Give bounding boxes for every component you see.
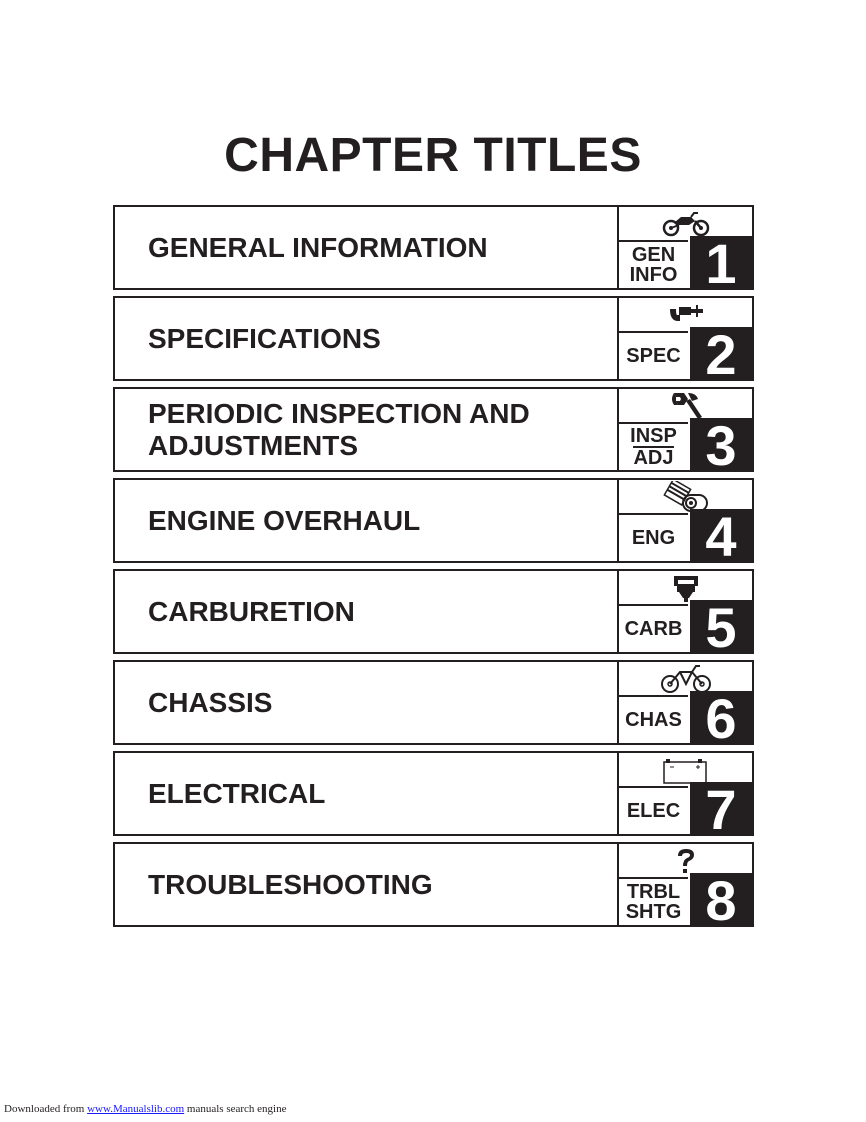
chapter-tab[interactable] bbox=[617, 298, 752, 386]
chapter-row-troubleshooting[interactable] bbox=[113, 842, 754, 932]
chapter-row-specifications[interactable] bbox=[113, 296, 754, 386]
chapter-abbreviation: SPEC bbox=[626, 345, 681, 367]
chapter-abbreviation: INSP ADJ bbox=[630, 425, 677, 469]
chapter-title: ELECTRICAL bbox=[148, 777, 326, 809]
chapter-tab[interactable] bbox=[617, 389, 752, 477]
chapter-tab[interactable] bbox=[617, 753, 752, 841]
engine-icon bbox=[661, 481, 711, 513]
chapter-number: 6 bbox=[690, 691, 752, 743]
page-title: CHAPTER TITLES bbox=[224, 129, 642, 182]
footer-prefix: Downloaded from bbox=[4, 1103, 85, 1115]
chapter-number: 4 bbox=[690, 509, 752, 561]
chapter-tab[interactable] bbox=[617, 480, 752, 568]
chapter-tab[interactable] bbox=[617, 844, 752, 932]
chapter-title: GENERAL INFORMATION bbox=[148, 231, 488, 263]
chapter-abbreviation: GEN INFO bbox=[629, 244, 678, 286]
chapter-number: 7 bbox=[690, 782, 752, 834]
chapter-number: 1 bbox=[690, 236, 752, 288]
chapter-title: SPECIFICATIONS bbox=[148, 322, 381, 354]
chapter-title: PERIODIC INSPECTION AND ADJUSTMENTS bbox=[148, 397, 530, 461]
chapter-row-chassis[interactable] bbox=[113, 660, 754, 750]
chapter-abbreviation: TRBL SHTG bbox=[625, 881, 682, 923]
chapter-title: ENGINE OVERHAUL bbox=[148, 504, 421, 536]
chapter-title: CHASSIS bbox=[148, 686, 273, 718]
chapter-number: 8 bbox=[690, 873, 752, 925]
chapter-number: 2 bbox=[690, 327, 752, 379]
chapter-tab[interactable] bbox=[617, 207, 752, 295]
chapter-row-general-information[interactable] bbox=[113, 205, 754, 295]
chapter-abbreviation: ENG bbox=[631, 527, 676, 549]
manualslib-link[interactable]: www.Manualslib.com bbox=[87, 1103, 185, 1115]
chapter-tab[interactable] bbox=[617, 662, 752, 750]
motorcycle-icon bbox=[661, 211, 711, 237]
chapter-abbreviation: ELEC bbox=[626, 800, 681, 822]
carburetor-icon bbox=[671, 573, 701, 603]
question-mark-icon bbox=[674, 846, 698, 876]
chapter-abbreviation: CARB bbox=[624, 618, 683, 640]
footer-suffix: manuals search engine bbox=[186, 1103, 287, 1115]
chapter-number: 3 bbox=[690, 418, 752, 470]
battery-icon bbox=[662, 755, 710, 785]
chapter-title: CARBURETION bbox=[148, 595, 355, 627]
wrench-icon bbox=[668, 391, 704, 421]
chapter-row-carburetion[interactable] bbox=[113, 569, 754, 659]
chapter-row-periodic-inspection[interactable] bbox=[113, 387, 754, 477]
chapter-abbreviation: CHAS bbox=[625, 709, 682, 731]
chapter-row-engine-overhaul[interactable] bbox=[113, 478, 754, 568]
chapter-number: 5 bbox=[690, 600, 752, 652]
chapter-tab[interactable] bbox=[617, 571, 752, 659]
chapter-list bbox=[113, 205, 754, 933]
chapter-title: TROUBLESHOOTING bbox=[148, 868, 433, 900]
chapter-row-electrical[interactable] bbox=[113, 751, 754, 841]
download-footer bbox=[4, 1103, 286, 1115]
caliper-icon bbox=[666, 303, 706, 327]
